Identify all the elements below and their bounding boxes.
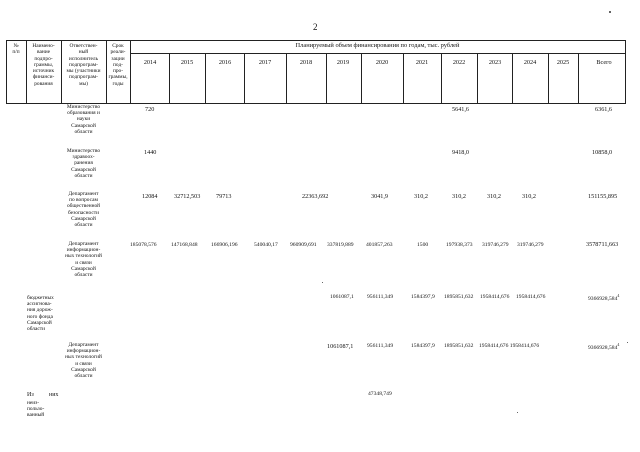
footnote-mark: 4 bbox=[617, 342, 620, 347]
grid-line bbox=[205, 53, 206, 103]
value-cell: 12084 bbox=[142, 193, 158, 200]
value-cell: 1061087,1 bbox=[330, 294, 354, 300]
value-cell: 337819,889 bbox=[327, 242, 354, 248]
value-cell: 166906,196 bbox=[211, 242, 238, 248]
grid-line bbox=[625, 40, 626, 103]
scan-speck bbox=[322, 282, 323, 283]
col-header-num: № п/п bbox=[12, 43, 20, 56]
year-header: 2015 bbox=[180, 59, 194, 66]
value-cell: 197938,373 bbox=[446, 242, 473, 248]
year-header: 2016 bbox=[218, 59, 232, 66]
year-header: 2017 bbox=[258, 59, 272, 66]
total-cell: 151155,895 bbox=[588, 193, 618, 200]
executor-cell: Министерство образования и науки Самарской области bbox=[66, 104, 101, 135]
grid-line bbox=[244, 53, 245, 103]
total-header: Всего bbox=[596, 59, 612, 66]
value-cell: 319746,279 bbox=[517, 242, 544, 248]
value-cell: 1958414,676 bbox=[516, 294, 546, 300]
grid-line bbox=[361, 53, 362, 103]
grid-line bbox=[130, 40, 131, 103]
value-cell: 1500 bbox=[417, 242, 429, 248]
value-cell: 185078,576 bbox=[130, 242, 157, 248]
executor-cell: Департамент информацион- ных технологий и связи Самарской области bbox=[65, 241, 102, 279]
grid-line bbox=[286, 53, 287, 103]
year-header: 2021 bbox=[415, 59, 429, 66]
value-cell: 5641,6 bbox=[452, 106, 470, 113]
value-cell: 3041,9 bbox=[371, 193, 389, 200]
value-cell: 310,2 bbox=[414, 193, 428, 200]
value-cell: 1958414,676 1958414,676 bbox=[479, 343, 540, 349]
year-header: 2019 bbox=[336, 59, 350, 66]
year-header: 2020 bbox=[375, 59, 389, 66]
value-cell: 310,2 bbox=[487, 193, 501, 200]
value-cell: 47348,749 bbox=[368, 391, 392, 397]
total-cell: 3578711,663 bbox=[586, 241, 619, 248]
value-cell: 960909,691 bbox=[290, 242, 317, 248]
value-cell: 1895851,632 bbox=[444, 294, 474, 300]
scan-speck bbox=[517, 412, 518, 413]
total-cell bbox=[588, 293, 619, 302]
year-header: 2023 bbox=[488, 59, 502, 66]
name-cell-from: Из bbox=[27, 392, 34, 398]
value-cell: 9418,0 bbox=[452, 149, 470, 156]
value-cell: 1061087,1 bbox=[327, 343, 354, 350]
executor-cell: Департамент информацион- ных технологий и связи Самарской области bbox=[65, 342, 102, 380]
value-cell: 540040,17 bbox=[254, 242, 278, 248]
value-cell: 1584397,9 bbox=[411, 343, 435, 349]
name-cell: неиз- пользо- ванный bbox=[27, 400, 45, 419]
page-number: 2 bbox=[313, 22, 318, 32]
footnote-mark: 4 bbox=[617, 293, 620, 298]
value-cell: 720 bbox=[145, 106, 155, 113]
value-cell: 79713 bbox=[216, 193, 232, 200]
name-cell-them: них bbox=[49, 392, 59, 398]
value-cell: 22363,692 bbox=[302, 193, 329, 200]
scan-speck bbox=[609, 11, 611, 13]
total-value: 9366928,584 bbox=[588, 344, 618, 351]
year-header: 2018 bbox=[299, 59, 313, 66]
value-cell: 401857,263 bbox=[366, 242, 393, 248]
year-header: 2025 bbox=[556, 59, 570, 66]
total-cell: 10858,0 bbox=[592, 149, 613, 156]
col-header-term: Срок реали- зации под- про- граммы, годы bbox=[108, 43, 128, 87]
value-cell: 1958414,676 bbox=[480, 294, 510, 300]
value-cell: 1895851,632 bbox=[444, 343, 474, 349]
executor-cell: Министерство здравоох- ранения Самарской области bbox=[66, 148, 101, 179]
value-cell: 310,2 bbox=[452, 193, 466, 200]
year-header: 2024 bbox=[523, 59, 537, 66]
value-cell: 1584397,9 bbox=[411, 294, 435, 300]
value-cell: 956111,349 bbox=[367, 294, 394, 300]
total-cell bbox=[588, 342, 619, 351]
value-cell: 319746,279 bbox=[482, 242, 509, 248]
col-header-financing: Планируемый объем финансирования по годам, тыс. рублей bbox=[295, 42, 460, 49]
header-top-border bbox=[6, 40, 626, 41]
scan-speck bbox=[627, 342, 628, 343]
year-header: 2022 bbox=[452, 59, 466, 66]
name-cell: бюджетных ассигнова- ния дорож- ного фонда Самарской области bbox=[27, 295, 54, 333]
executor-cell: Департамент по вопросам общественной безопасности Самарской области bbox=[66, 191, 101, 229]
col-header-executor: Ответствен- ный исполнитель подпрограм- мы (участники подпрограм- мы) bbox=[66, 43, 101, 87]
value-cell: 1440 bbox=[144, 149, 157, 156]
value-cell: 147168,848 bbox=[171, 242, 198, 248]
total-cell: 6361,6 bbox=[595, 106, 613, 113]
year-header: 2014 bbox=[143, 59, 157, 66]
value-cell: 32712,503 bbox=[174, 193, 201, 200]
total-value: 9366928,584 bbox=[588, 295, 618, 302]
value-cell: 310,2 bbox=[522, 193, 536, 200]
value-cell: 956111,349 bbox=[367, 343, 394, 349]
col-header-name: Наимено- вание подпро- граммы, источник финанси- рования bbox=[32, 43, 55, 87]
